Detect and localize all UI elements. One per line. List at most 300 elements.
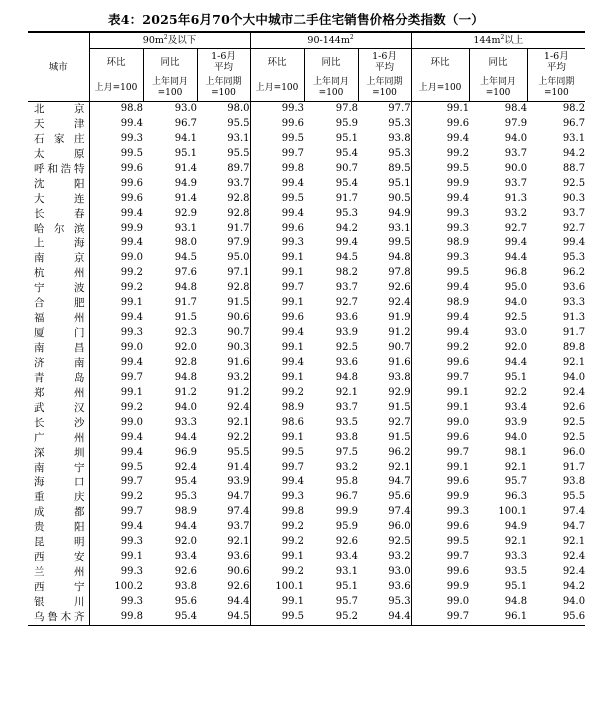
index-value: 91.4	[174, 192, 197, 204]
index-value: 99.7	[411, 446, 469, 461]
city-name: 长沙	[34, 416, 85, 429]
index-value: 97.6	[174, 267, 197, 279]
table-row	[28, 192, 585, 207]
index-value: 99.4	[89, 207, 143, 222]
index-value: 90.5	[388, 192, 411, 204]
index-value: 98.2	[562, 103, 586, 114]
index-value: 91.7	[227, 222, 250, 234]
city-name: 南京	[34, 252, 85, 265]
city-name: 重庆	[34, 491, 85, 504]
index-value: 93.8	[388, 371, 411, 383]
index-value: 92.9	[388, 386, 411, 398]
city-name: 宁波	[34, 282, 85, 295]
table-row	[28, 461, 585, 476]
table-row	[28, 550, 585, 565]
index-value: 99.6	[89, 192, 143, 207]
index-value: 94.2	[562, 147, 586, 159]
index-value: 93.9	[227, 476, 250, 488]
table-row	[28, 311, 585, 326]
index-value: 99.3	[250, 490, 304, 505]
city-name: 乌鲁木齐	[28, 610, 89, 625]
index-value: 99.4	[89, 236, 143, 251]
index-value: 89.8	[562, 342, 586, 353]
index-value: 91.5	[388, 401, 411, 413]
index-value: 92.7	[388, 416, 411, 428]
index-value: 95.5	[562, 491, 586, 503]
index-value: 93.8	[174, 581, 197, 592]
index-value: 95.8	[335, 476, 359, 488]
index-value: 95.9	[335, 521, 359, 533]
index-value: 96.2	[562, 267, 586, 279]
base-header: 上年同月=100	[143, 75, 197, 102]
index-value: 95.7	[335, 595, 359, 607]
index-value: 91.6	[388, 356, 411, 368]
index-value: 90.0	[504, 162, 528, 174]
index-value: 94.9	[174, 177, 197, 189]
index-value: 99.4	[411, 192, 469, 207]
index-value: 99.8	[89, 610, 143, 625]
index-value: 99.2	[89, 266, 143, 281]
city-name: 太原	[34, 147, 85, 160]
index-value: 98.8	[89, 102, 143, 117]
index-value: 99.3	[250, 236, 304, 251]
index-value: 99.4	[411, 132, 469, 147]
index-value: 97.9	[227, 237, 250, 249]
index-value: 99.6	[89, 162, 143, 177]
table-row	[28, 610, 585, 625]
index-value: 94.2	[335, 222, 359, 234]
table-row	[28, 535, 585, 550]
index-value: 99.2	[250, 386, 304, 401]
city-name: 呼和浩特	[34, 162, 85, 175]
index-value: 95.3	[562, 252, 586, 264]
index-value: 94.9	[504, 521, 528, 533]
metric-header: 环比	[89, 49, 143, 76]
index-value: 99.7	[411, 550, 469, 565]
index-value: 93.4	[174, 551, 197, 563]
table-title: 表4：2025年6月70个大中城市二手住宅销售价格分类指数（一）	[108, 12, 484, 27]
index-value: 99.6	[250, 117, 304, 132]
index-value: 95.3	[388, 117, 411, 129]
index-value: 95.3	[388, 595, 411, 607]
index-value: 91.5	[227, 297, 250, 309]
index-value: 92.4	[174, 461, 197, 473]
table-row	[28, 446, 585, 461]
index-value: 92.6	[335, 536, 359, 548]
city-name: 成都	[34, 506, 85, 519]
index-value: 92.2	[227, 431, 250, 443]
city-name: 西安	[34, 551, 85, 564]
index-value: 91.2	[388, 327, 411, 339]
index-value: 99.1	[411, 401, 469, 416]
index-value: 97.5	[335, 446, 359, 458]
index-value: 94.7	[562, 521, 586, 533]
index-value: 92.5	[562, 416, 586, 428]
index-value: 90.3	[227, 342, 250, 353]
index-value: 99.1	[250, 595, 304, 610]
city-name: 银川	[34, 595, 85, 608]
index-value: 96.0	[388, 521, 411, 533]
index-value: 99.3	[89, 132, 143, 147]
index-value: 93.5	[335, 416, 359, 428]
index-value: 99.4	[562, 237, 586, 249]
index-value: 99.1	[89, 296, 143, 311]
city-name: 西宁	[34, 581, 85, 593]
index-value: 97.4	[388, 506, 411, 518]
city-name: 合肥	[34, 297, 85, 310]
index-value: 91.4	[227, 461, 250, 473]
index-value: 91.9	[388, 312, 411, 324]
index-value: 99.2	[411, 147, 469, 162]
index-value: 93.6	[562, 282, 586, 294]
index-value: 97.8	[388, 267, 411, 279]
group-header-small: $90m^2$及以下	[89, 32, 250, 49]
index-value: 92.1	[504, 536, 528, 548]
index-value: 93.7	[335, 401, 359, 413]
index-value: 95.1	[504, 371, 528, 383]
index-value: 92.4	[562, 386, 586, 398]
metric-header: 同比	[304, 49, 358, 76]
index-value: 99.9	[89, 222, 143, 237]
table-row	[28, 177, 585, 192]
index-value: 99.3	[89, 326, 143, 341]
index-value: 91.3	[562, 312, 586, 324]
index-value: 99.1	[250, 296, 304, 311]
index-value: 99.3	[411, 222, 469, 237]
index-value: 93.5	[504, 566, 528, 578]
index-value: 99.3	[411, 251, 469, 266]
index-value: 99.4	[411, 311, 469, 326]
index-value: 97.4	[562, 506, 586, 518]
city-name: 厦门	[34, 327, 85, 340]
index-value: 93.7	[504, 177, 528, 189]
index-value: 99.9	[335, 506, 359, 518]
metric-header: 环比	[250, 49, 304, 76]
index-value: 99.0	[89, 416, 143, 431]
city-name: 上海	[34, 237, 85, 250]
index-value: 99.3	[89, 535, 143, 550]
index-value: 91.4	[174, 162, 197, 174]
index-value: 93.1	[388, 222, 411, 234]
index-value: 99.4	[89, 117, 143, 132]
index-value: 95.7	[504, 476, 528, 488]
table-row	[28, 251, 585, 266]
index-value: 93.7	[562, 207, 586, 219]
city-name: 济南	[34, 356, 85, 369]
table-row	[28, 565, 585, 580]
index-value: 92.1	[335, 386, 359, 398]
index-value: 98.4	[504, 103, 528, 114]
index-value: 91.2	[227, 386, 250, 398]
index-value: 99.2	[250, 565, 304, 580]
index-value: 98.9	[411, 296, 469, 311]
index-value: 93.0	[388, 566, 411, 578]
city-name: 郑州	[34, 386, 85, 399]
metric-header: 同比	[143, 49, 197, 76]
index-value: 95.1	[388, 177, 411, 189]
index-value: 99.2	[250, 535, 304, 550]
index-value: 94.0	[504, 132, 528, 144]
index-value: 92.8	[227, 192, 250, 204]
index-value: 99.3	[250, 102, 304, 117]
city-name: 石家庄	[34, 132, 85, 145]
index-value: 98.9	[250, 401, 304, 416]
index-value: 94.4	[174, 431, 197, 443]
index-value: 94.4	[504, 356, 528, 368]
metric-header: 环比	[411, 49, 469, 76]
index-value: 99.0	[411, 416, 469, 431]
city-name: 长春	[34, 207, 85, 220]
index-value: 99.5	[388, 237, 411, 249]
index-value: 94.7	[388, 476, 411, 488]
index-value: 90.7	[388, 342, 411, 353]
index-value: 99.6	[89, 177, 143, 192]
index-value: 91.5	[388, 431, 411, 443]
index-value: 95.0	[504, 282, 528, 294]
index-value: 94.8	[174, 282, 197, 294]
index-value: 94.8	[174, 371, 197, 383]
index-value: 95.3	[335, 207, 359, 219]
city-name: 沈阳	[34, 177, 85, 190]
index-value: 99.1	[411, 102, 469, 117]
index-value: 93.7	[504, 147, 528, 159]
city-name: 兰州	[34, 566, 85, 579]
index-value: 93.1	[335, 566, 359, 578]
index-value: 99.7	[411, 610, 469, 625]
index-value: 93.8	[335, 431, 359, 443]
index-value: 95.5	[227, 446, 250, 458]
index-value: 100.1	[498, 506, 528, 518]
index-value: 99.7	[250, 281, 304, 296]
index-value: 94.7	[227, 491, 250, 503]
index-value: 92.1	[562, 356, 586, 368]
index-value: 92.7	[335, 297, 359, 309]
metric-header: 1-6月平均	[197, 49, 250, 76]
table-row	[28, 371, 585, 386]
index-value: 92.1	[227, 536, 250, 548]
base-header: 上年同月=100	[469, 75, 527, 102]
index-value: 98.2	[335, 267, 359, 279]
table-row	[28, 162, 585, 177]
index-value: 95.5	[227, 117, 250, 129]
index-value: 93.2	[504, 207, 528, 219]
index-value: 96.7	[562, 117, 586, 129]
index-value: 92.5	[388, 536, 411, 548]
index-value: 99.5	[250, 610, 304, 625]
index-value: 93.4	[335, 551, 359, 563]
city-name: 天津	[34, 117, 85, 130]
index-value: 99.1	[89, 550, 143, 565]
index-value: 92.0	[174, 342, 197, 353]
index-value: 89.5	[388, 162, 411, 174]
index-value: 90.7	[335, 162, 359, 174]
index-value: 99.4	[89, 311, 143, 326]
index-value: 94.1	[174, 132, 197, 144]
index-value: 92.5	[562, 177, 586, 189]
index-value: 99.7	[250, 147, 304, 162]
index-value: 92.4	[562, 551, 586, 563]
index-value: 88.7	[562, 162, 586, 174]
index-value: 99.7	[89, 475, 143, 490]
index-value: 93.9	[335, 327, 359, 339]
index-value: 94.0	[174, 401, 197, 413]
index-value: 97.7	[388, 103, 411, 114]
base-header: 上年同期=100	[358, 75, 411, 102]
index-value: 99.3	[411, 207, 469, 222]
index-value: 99.4	[250, 177, 304, 192]
index-value: 93.6	[227, 551, 250, 563]
index-value: 95.1	[174, 147, 197, 159]
index-value: 99.1	[250, 341, 304, 356]
city-name: 大连	[34, 192, 85, 205]
index-value: 92.0	[504, 342, 528, 353]
index-value: 92.4	[388, 297, 411, 309]
index-value: 95.1	[335, 581, 359, 592]
index-value: 97.8	[335, 103, 359, 114]
index-value: 96.8	[504, 267, 528, 279]
index-value: 94.5	[197, 610, 250, 625]
index-value: 93.6	[388, 581, 411, 592]
base-header: 上年同期=100	[197, 75, 250, 102]
base-header: 上月=100	[89, 75, 143, 102]
index-value: 98.9	[174, 506, 197, 518]
table-row	[28, 505, 585, 520]
index-value: 93.1	[562, 132, 586, 144]
index-value: 95.1	[335, 132, 359, 144]
index-value: 99.6	[411, 565, 469, 580]
index-value: 96.2	[388, 446, 411, 458]
index-value: 99.4	[89, 431, 143, 446]
index-value: 99.2	[89, 281, 143, 296]
index-value: 94.0	[504, 431, 528, 443]
index-value: 98.9	[411, 236, 469, 251]
index-value: 99.5	[411, 162, 469, 177]
index-value: 94.0	[562, 371, 586, 383]
index-value: 100.1	[250, 580, 304, 595]
city-name: 昆明	[34, 536, 85, 549]
index-value: 99.6	[411, 356, 469, 371]
index-value: 99.4	[89, 520, 143, 535]
city-name: 广州	[34, 431, 85, 444]
index-value: 99.2	[411, 341, 469, 356]
index-value: 93.7	[227, 177, 250, 189]
index-value: 90.7	[227, 327, 250, 339]
table-row	[28, 416, 585, 431]
index-value: 92.5	[504, 312, 528, 324]
city-name: 贵阳	[34, 521, 85, 534]
index-value: 99.7	[89, 505, 143, 520]
city-name: 南昌	[34, 342, 85, 354]
index-value: 96.1	[469, 610, 527, 625]
index-value: 99.9	[411, 580, 469, 595]
index-value: 90.6	[227, 312, 250, 324]
table-row	[28, 341, 585, 356]
table-row	[28, 266, 585, 281]
table-row	[28, 281, 585, 296]
index-value: 93.3	[504, 551, 528, 563]
index-value: 93.7	[335, 282, 359, 294]
index-value: 99.1	[250, 550, 304, 565]
index-value: 99.4	[250, 356, 304, 371]
index-value: 99.7	[89, 371, 143, 386]
index-value: 92.8	[174, 356, 197, 368]
index-value: 97.1	[227, 267, 250, 279]
index-value: 95.0	[227, 252, 250, 264]
city-name: 深圳	[34, 446, 85, 459]
table-header	[28, 32, 585, 102]
city-column-header: 城市	[28, 32, 89, 102]
index-value: 99.6	[411, 475, 469, 490]
table-row	[28, 401, 585, 416]
index-value: 99.2	[89, 401, 143, 416]
index-value: 92.1	[227, 416, 250, 428]
index-value: 92.1	[504, 461, 528, 473]
index-value: 94.0	[562, 595, 586, 607]
index-value: 94.5	[335, 252, 359, 264]
index-value: 92.1	[562, 536, 586, 548]
index-value: 92.8	[227, 207, 250, 219]
index-value: 94.4	[174, 521, 197, 533]
index-value: 96.0	[562, 446, 586, 458]
index-value: 95.6	[388, 491, 411, 503]
table-row	[28, 386, 585, 401]
index-value: 99.5	[89, 461, 143, 476]
index-value: 94.4	[358, 610, 411, 625]
index-value: 92.7	[504, 222, 528, 234]
index-value: 95.3	[174, 491, 197, 503]
index-value: 99.6	[250, 311, 304, 326]
index-value: 90.6	[227, 566, 250, 578]
index-value: 99.3	[411, 505, 469, 520]
index-value: 94.9	[388, 207, 411, 219]
index-value: 95.4	[335, 177, 359, 189]
index-value: 95.3	[388, 147, 411, 159]
index-value: 94.2	[562, 581, 586, 592]
index-value: 95.4	[143, 610, 197, 625]
index-value: 97.4	[227, 506, 250, 518]
base-header: 上月=100	[411, 75, 469, 102]
index-value: 99.0	[411, 595, 469, 610]
index-value: 99.1	[89, 386, 143, 401]
index-value: 93.1	[174, 222, 197, 234]
index-value: 94.5	[174, 252, 197, 264]
index-value: 99.5	[250, 446, 304, 461]
table-row	[28, 117, 585, 132]
index-value: 93.8	[562, 476, 586, 488]
index-value: 95.2	[304, 610, 358, 625]
index-value: 99.4	[250, 475, 304, 490]
index-value: 99.9	[411, 177, 469, 192]
index-value: 93.3	[174, 416, 197, 428]
group-header-large: $144m^2$以上	[411, 32, 585, 49]
index-value: 94.8	[388, 252, 411, 264]
index-value: 98.0	[227, 103, 250, 114]
index-value: 92.9	[174, 207, 197, 219]
table-row	[28, 102, 585, 117]
index-value: 93.1	[227, 132, 250, 144]
index-value: 95.5	[227, 147, 250, 159]
city-name: 杭州	[34, 267, 85, 280]
index-value: 92.6	[388, 282, 411, 294]
index-value: 92.5	[335, 342, 359, 353]
index-value: 97.9	[504, 117, 528, 129]
index-value: 93.4	[504, 401, 528, 413]
index-value: 95.6	[174, 595, 197, 607]
index-value: 93.0	[504, 327, 528, 339]
index-value: 98.6	[250, 416, 304, 431]
index-value: 92.8	[227, 282, 250, 294]
index-value: 99.4	[250, 326, 304, 341]
